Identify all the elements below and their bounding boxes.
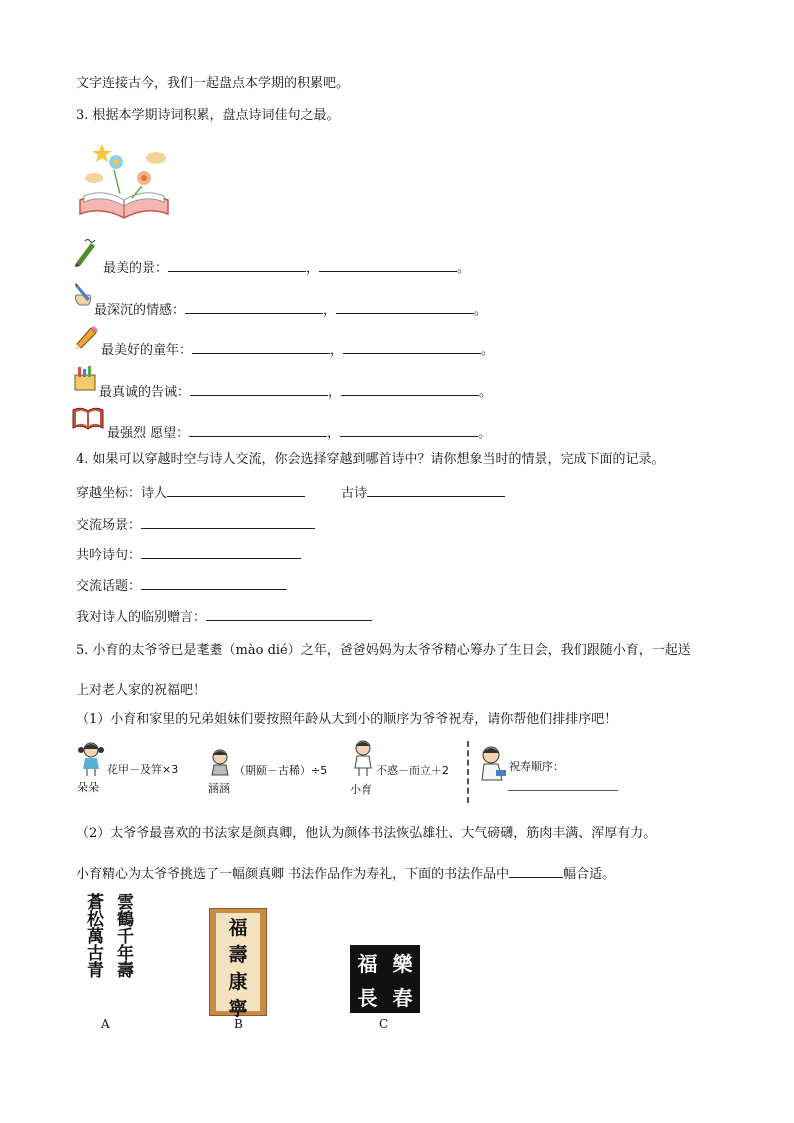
calligraphy-a [77,893,139,1015]
period: 。 [474,303,488,318]
q3-row-label: 最真诚的告诫： [99,385,191,400]
topic-label: 交流话题： [76,579,142,594]
period: 。 [479,385,493,400]
q3-row-2 [94,301,487,317]
answer-blank[interactable] [185,301,323,314]
farewell-label: 我对诗人的临别赠言： [76,610,207,625]
book-flowers-illustration [76,138,172,224]
hanhan-formula: （期颐－古稀）÷5 [234,764,328,777]
period: 。 [481,343,495,358]
comma: ， [306,261,320,276]
q3-row-label: 最美好的童年： [101,343,193,358]
couplet-right: 雲鶴千年壽 [113,893,133,978]
comma: ， [328,385,342,400]
period: 。 [457,261,471,276]
char: 福 [357,951,378,976]
comma: ， [330,343,344,358]
comma: ， [327,426,341,441]
pencil-icon [73,324,99,350]
duoduo-name: 朵朵 [77,781,99,794]
q3-row-4 [99,383,492,399]
char: 福 [228,917,248,939]
pencil-case-icon [73,365,97,391]
dashed-divider [467,741,469,803]
recite-label: 共吟诗句： [76,548,142,563]
answer-blank[interactable] [319,259,457,272]
girl-duoduo-icon [76,741,106,777]
answer-blank[interactable] [189,424,327,437]
topic-blank[interactable] [141,577,287,590]
q3-row-1 [103,259,470,275]
girl-writing-icon [478,744,508,786]
calligraphy-b [209,908,267,1020]
intro-line: 文字连接古今，我们一起盘点本学期的积累吧。 [76,76,350,91]
q3-row-label: 最美的景： [103,261,169,276]
q4-coord-row [76,484,305,500]
coord-label: 穿越坐标：诗人 [76,486,168,501]
q5-sub1: （1）小育和家里的兄弟姐妹们要按照年龄从大到小的顺序为爷爷祝寿，请你帮他们排排序吧！ [76,712,618,727]
q4-recite-row [76,546,301,562]
order-label: 祝寿顺序： [509,760,564,773]
answer-blank[interactable] [190,383,328,396]
sub3-text: 小育精心为太爷爷挑选了一幅颜真卿 书法作品作为寿礼，下面的书法作品中 [76,867,510,882]
poem-blank[interactable] [367,484,505,497]
answer-blank[interactable] [341,383,479,396]
poet-blank[interactable] [167,484,305,497]
period: 。 [478,426,492,441]
pencil-drawing-icon [73,237,99,267]
answer-blank[interactable] [343,341,481,354]
hanhan-name: 涵涵 [208,782,230,795]
comma: ， [323,303,337,318]
q4-topic-row [76,577,287,593]
char: 長 [357,985,378,1010]
label-c: C [379,1017,389,1031]
char: 壽 [228,944,248,966]
xiaoyu-name: 小育 [350,783,372,796]
q3-row-label: 最深沉的情感： [94,303,186,318]
sub3-end: 幅合适。 [563,867,616,882]
q5-title-line2: 上对老人家的祝福吧！ [76,683,207,698]
farewell-blank[interactable] [206,608,372,621]
q3-row-5 [107,424,491,440]
q4-farewell-row [76,608,372,624]
q3-title: 3. 根据本学期诗词积累，盘点诗词佳句之最。 [76,108,340,123]
scene-label: 交流场景： [76,518,142,533]
scene-blank[interactable] [141,516,315,529]
label-b: B [234,1017,243,1031]
calligraphy-c [350,945,420,1013]
hand-writing-icon [72,281,96,309]
q4-scene-row [76,516,315,532]
answer-blank[interactable] [336,301,474,314]
order-answer-line[interactable] [508,790,618,791]
duoduo-formula: 花甲－及笄×3 [107,763,179,776]
boy-hanhan-icon [206,748,234,778]
couplet-left: 蒼松萬古青 [83,893,103,978]
q4-title: 4. 如果可以穿越时空与诗人交流，你会选择穿越到哪首诗中？请你想象当时的情景，完成下面的记录。 [76,452,665,467]
char: 樂 [392,951,413,976]
xiaoyu-formula: 不惑－而立＋2 [376,764,449,777]
char: 春 [392,985,413,1010]
q5-sub2: （2）太爷爷最喜欢的书法家是颜真卿，他认为颜体书法恢弘雄壮、大气磅礴，筋肉丰满、浑厚有力。 [76,826,657,841]
open-book-icon [71,406,105,432]
boy-xiaoyu-icon [348,739,378,777]
recite-blank[interactable] [141,546,301,559]
q5-title-line1: 5. 小育的太爷爷已是耄耋（mào dié）之年，爸爸妈妈为太爷爷精心筹办了生日会，我们跟随小育，一起送 [76,643,691,658]
answer-blank[interactable] [192,341,330,354]
q4-poem-row [341,484,505,500]
label-a: A [101,1017,110,1031]
char: 寧 [228,998,248,1020]
q5-sub3 [76,865,615,881]
poem-label: 古诗 [341,486,368,501]
answer-blank[interactable] [168,259,306,272]
q3-row-3 [101,341,494,357]
char: 康 [228,971,248,993]
choice-blank[interactable] [509,865,563,878]
q3-row-label: 最强烈 愿望： [107,426,190,441]
answer-blank[interactable] [340,424,478,437]
